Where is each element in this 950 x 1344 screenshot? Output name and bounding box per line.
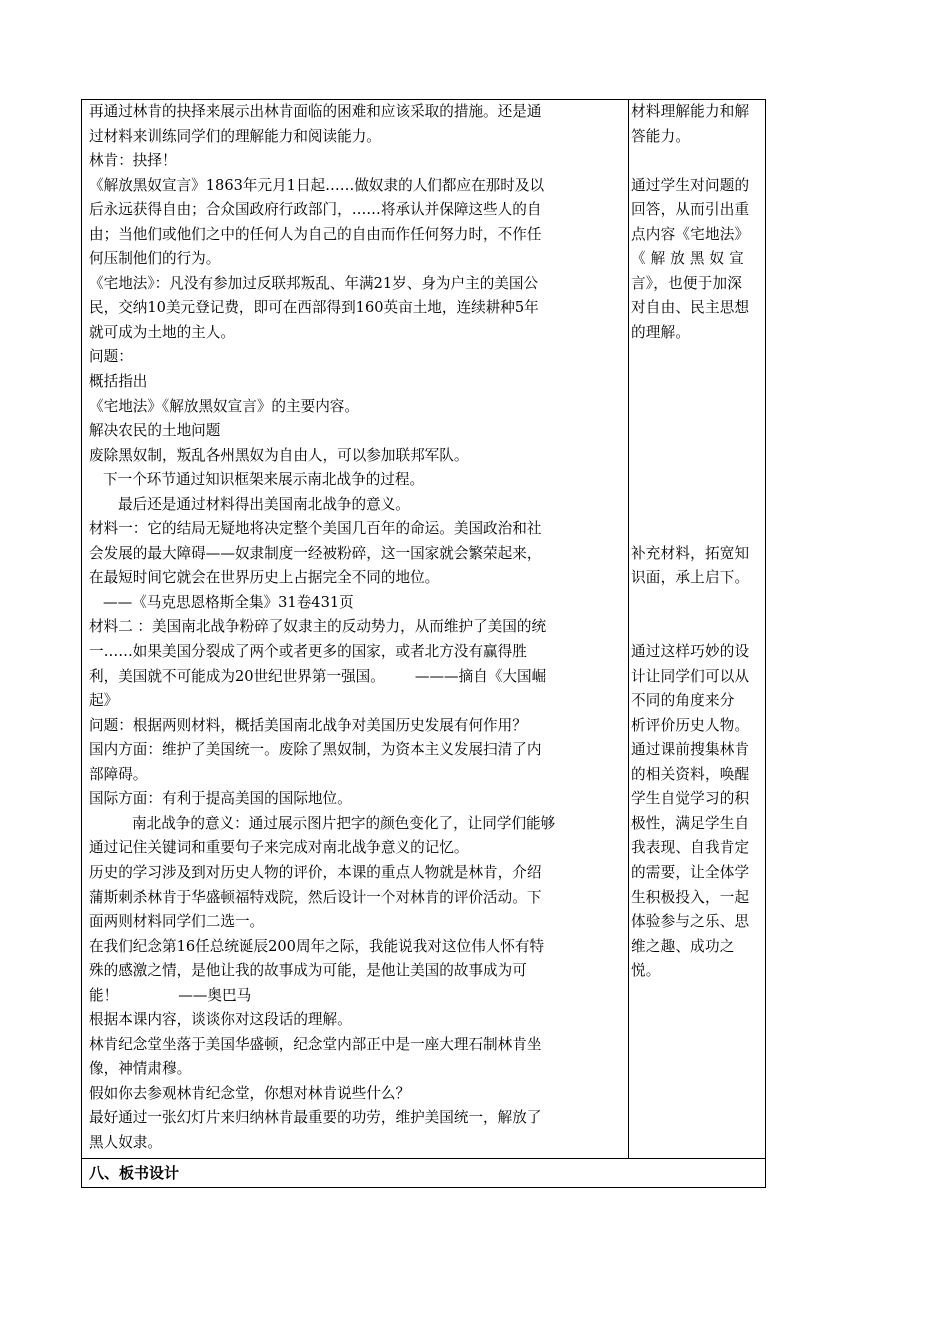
text-line: 后永远获得自由；合众国政府行政部门，……将承认并保障这些人的自 (89, 201, 542, 219)
text-line: 何压制他们的行为。 (89, 250, 221, 268)
note-line: 言》，也便于加深 (631, 274, 743, 292)
text-line: 由；当他们或他们之中的任何人为自己的自由而作任何努力时，不作任 (89, 225, 542, 243)
note-line: 生积极投入，一起 (631, 888, 750, 906)
text-line: 问题： (89, 348, 133, 366)
citation-line: ——《马克思恩格斯全集》31卷431页 (103, 593, 354, 611)
text-line: 南北战争的意义：通过展示图片把字的颜色变化了，让同学们能够 (132, 814, 556, 832)
note-line: 的理解。 (631, 323, 691, 341)
text-line: 国际方面：有利于提高美国的国际地位。 (89, 790, 352, 808)
note-line: 通过这样巧妙的设 (631, 643, 750, 661)
text-line: 部障碍。 (89, 765, 148, 783)
note-line: 补充材料，拓宽知 (631, 544, 750, 562)
text-line: 国内方面：维护了美国统一。废除了黑奴制，为资本主义发展扫清了内 (89, 741, 542, 759)
text-line: 会发展的最大障碍——奴隶制度一经被粉碎，这一国家就会繁荣起来， (89, 544, 542, 562)
note-line: 回答，从而引出重 (631, 201, 750, 219)
text-line: 最后还是通过材料得出美国南北战争的意义。 (118, 495, 410, 513)
note-line: 学生自觉学习的积 (631, 790, 750, 808)
note-line: 我表现、自我肯定 (631, 839, 750, 857)
note-line: 极性，满足学生自 (631, 814, 750, 832)
note-line: 的需要，让全体学 (631, 863, 750, 881)
text-line: 最好通过一张幻灯片来归纳林肯最重要的功劳，维护美国统一，解放了 (89, 1109, 542, 1127)
text-line: 《解放黑奴宣言》1863年元月1日起……做奴隶的人们都应在那时及以 (89, 176, 545, 194)
lesson-row (82, 100, 765, 1159)
note-line: 点内容《宅地法》 (631, 225, 750, 243)
text-line: 假如你去参观林肯纪念堂，你想对林肯说些什么？ (89, 1084, 411, 1102)
text-line: 下一个环节通过知识框架来展示南北战争的过程。 (103, 471, 425, 489)
note-line: 不同的角度来分 (631, 692, 735, 710)
text-line: 通过记住关键词和重要句子来完成对南北战争意义的记忆。 (89, 839, 469, 857)
text-line: 再通过林肯的抉择来展示出林肯面临的困难和应该采取的措施。还是通 (89, 103, 542, 120)
note-line: 悦。 (631, 962, 661, 980)
note-line: 答能力。 (631, 127, 691, 145)
teaching-process-column (82, 100, 629, 1158)
text-line: 根据本课内容，谈谈你对这段话的理解。 (89, 1011, 352, 1029)
text-line: 一……如果美国分裂成了两个或者更多的国家，或者北方没有赢得胜 (89, 643, 527, 661)
text-line: 在最短时间它就会在世界历史上占据完全不同的地位。 (89, 569, 440, 587)
text-line: 废除黑奴制，叛乱各州黑奴为自由人，可以参加联邦军队。 (89, 446, 469, 464)
text-line: 殊的感激之情，是他让我的故事成为可能，是他让美国的故事成为可 (89, 962, 527, 980)
text-line: 材料二 ：美国南北战争粉碎了奴隶主的反动势力，从而维护了美国的统 (89, 618, 547, 636)
note-line: 体验参与之乐、思 (631, 913, 750, 931)
text-line: 过材料来训练同学们的理解能力和阅读能力。 (89, 127, 381, 145)
text-line: 《宅地法》：凡没有参加过反联邦叛乱、年满21岁、身为户主的美国公 (89, 274, 539, 292)
text-line: 起》 (89, 692, 119, 710)
text-line: 像，神情肃穆。 (89, 1060, 192, 1078)
text-line: 就可成为土地的主人。 (89, 323, 235, 341)
note-line: 析评价历史人物。 (631, 716, 750, 734)
text-line: 《宅地法》《解放黑奴宣言》的主要内容。 (89, 397, 359, 415)
text-line (89, 665, 624, 690)
text-line: 概括指出 (89, 373, 148, 391)
lesson-table (81, 99, 766, 1188)
text-line: 林肯：抉择！ (89, 152, 177, 170)
note-line: 的相关资料，唤醒 (631, 765, 750, 783)
text-line: 蒲斯刺杀林肯于华盛顿福特戏院，然后设计一个对林肯的评价活动。下 (89, 888, 542, 906)
text-span: 能！ (89, 986, 119, 1004)
text-line: 面两则材料同学们二选一。 (89, 913, 265, 931)
note-line: 计让同学们可以从 (631, 667, 750, 685)
text-line: 问题：根据两则材料，概括美国南北战争对美国历史发展有何作用？ (89, 716, 527, 734)
text-line: 黑人奴隶。 (89, 1133, 162, 1151)
note-line: 通过课前搜集林肯 (631, 741, 750, 759)
note-line: 识面，承上启下。 (631, 569, 750, 587)
text-span: 利，美国就不可能成为20世纪世界第一强国。 (89, 667, 385, 685)
note-line: 维之趣、成功之 (631, 937, 735, 955)
text-line: 材料一：它的结局无疑地将决定整个美国几百年的命运。美国政治和社 (89, 520, 542, 538)
text-line (89, 984, 624, 1009)
text-line: 林肯纪念堂坐落于美国华盛顿，纪念堂内部正中是一座大理石制林肯坐 (89, 1035, 542, 1053)
text-line: 历史的学习涉及到对历史人物的评价，本课的重点人物就是林肯，介绍 (89, 863, 542, 881)
source-citation: ———摘自《大国崛 (414, 667, 547, 685)
quote-signature: ——奥巴马 (178, 986, 252, 1004)
board-design-row (82, 1159, 765, 1187)
design-intent-column (629, 100, 765, 1158)
note-line: 通过学生对问题的 (631, 176, 750, 194)
section-heading: 八、板书设计 (89, 1163, 180, 1182)
note-line: 材料理解能力和解 (631, 103, 750, 120)
note-line: 《 解 放 黑 奴 宣 (631, 250, 744, 268)
text-line: 在我们纪念第16任总统诞辰200周年之际，我能说我对这位伟人怀有特 (89, 937, 545, 955)
text-line: 解决农民的土地问题 (89, 422, 221, 440)
text-line: 民，交纳10美元登记费，即可在西部得到160英亩土地，连续耕种5年 (89, 299, 539, 317)
note-line: 对自由、民主思想 (631, 299, 750, 317)
